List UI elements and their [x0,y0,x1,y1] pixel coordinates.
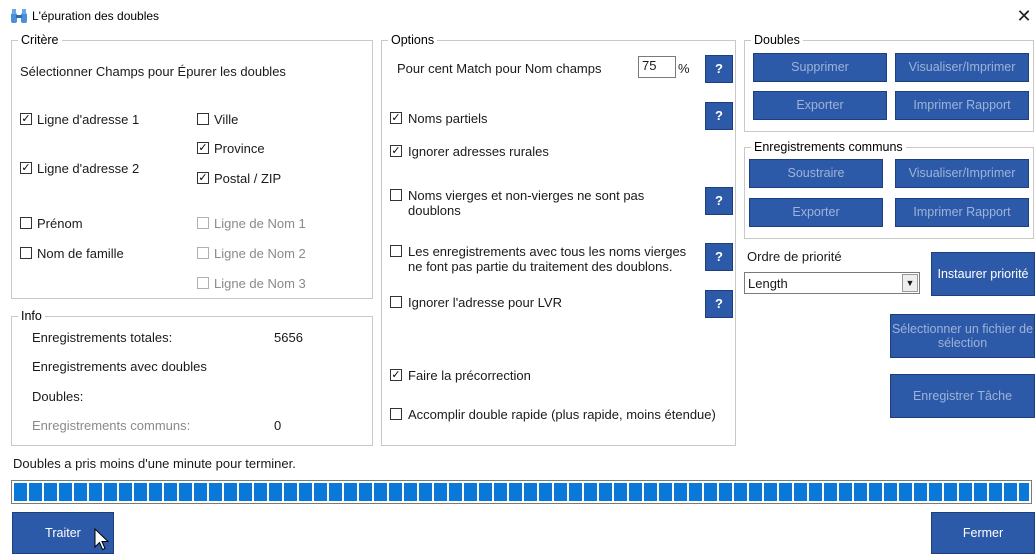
match-percent-label: Pour cent Match pour Nom champs [397,61,602,76]
checkbox-prenom[interactable] [20,217,32,229]
label-ligne-adresse-2: Ligne d'adresse 2 [37,161,140,176]
label-ligne-adresse-1: Ligne d'adresse 1 [37,112,140,127]
label-ligne-nom-3: Ligne de Nom 3 [214,276,306,291]
label-nom-famille: Nom de famille [37,246,124,261]
label-ligne-nom-2: Ligne de Nom 2 [214,246,306,261]
info-total-value: 5656 [274,330,303,345]
checkbox-ligne-nom-1 [197,217,209,229]
help-button-partial-names[interactable]: ? [705,102,733,130]
checkbox-ligne-nom-2 [197,247,209,259]
checkbox-nom-famille[interactable] [20,247,32,259]
critere-legend: Critère [21,33,59,47]
enregistrer-tache-button[interactable]: Enregistrer Tâche [890,374,1035,418]
info-doubles-label: Doubles: [32,389,84,404]
label-province: Province [214,141,265,156]
priorite-select[interactable] [744,272,920,294]
priorite-label: Ordre de priorité [747,249,842,264]
info-total-label: Enregistrements totales: [32,330,173,345]
mouse-pointer-icon [94,528,110,552]
title-bar [0,0,1036,32]
checkbox-province[interactable]: ✓ [198,142,208,154]
status-message: Doubles a pris moins d'une minute pour terminer. [13,456,296,471]
checkbox-double-rapide[interactable] [390,408,402,420]
options-legend: Options [391,33,435,47]
checkbox-noms-partiels[interactable]: ✓ [391,112,401,124]
doubles-legend: Doubles [754,33,800,47]
selectionner-fichier-button[interactable]: Sélectionner un fichier de sélection [890,314,1035,358]
checkbox-noms-vierges[interactable] [390,189,402,201]
communs-visualiser-button[interactable]: Visualiser/Imprimer [895,159,1029,188]
options-group [381,33,736,446]
help-button-all-blank[interactable]: ? [705,243,733,271]
label-postal-zip: Postal / ZIP [214,171,282,186]
doubles-visualiser-button[interactable]: Visualiser/Imprimer [895,53,1029,82]
binoculars-icon [10,8,28,24]
communs-exporter-button[interactable]: Exporter [749,198,883,227]
priorite-selected-value: Length [748,276,788,291]
label-ignorer-lvr: Ignorer l'adresse pour LVR [408,295,562,310]
checkbox-ligne-nom-3 [197,277,209,289]
info-with-doubles-label: Enregistrements avec doubles [32,359,207,374]
label-precorrection: Faire la précorrection [408,368,531,383]
checkbox-ville[interactable] [197,113,209,125]
checkbox-ignorer-rurales[interactable]: ✓ [391,145,401,157]
checkbox-ligne-adresse-2[interactable]: ✓ [21,162,31,174]
label-tous-noms-vierges: Les enregistrements avec tous les noms vierges ne font pas partie du traitement des doublons. [408,244,687,274]
window-title: L'épuration des doubles [32,9,160,23]
label-ville: Ville [214,112,239,127]
checkbox-precorrection[interactable]: ✓ [391,369,401,381]
label-prenom: Prénom [37,216,83,231]
checkbox-ignorer-lvr[interactable] [390,296,402,308]
traiter-button[interactable]: Traiter [12,512,114,554]
info-common-value: 0 [274,418,282,433]
checkbox-tous-noms-vierges[interactable] [390,245,402,257]
progress-bar [11,480,1032,504]
instaurer-priorite-button[interactable]: Instaurer priorité [931,252,1035,296]
label-double-rapide: Accomplir double rapide (plus rapide, moins étendue) [408,407,716,422]
communs-imprimer-rapport-button[interactable]: Imprimer Rapport [895,198,1029,227]
doubles-exporter-button[interactable]: Exporter [753,91,887,120]
fermer-button[interactable]: Fermer [931,512,1035,554]
communs-legend: Enregistrements communs [754,140,903,154]
help-button-lvr[interactable]: ? [705,290,733,318]
soustraire-button[interactable]: Soustraire [749,159,883,188]
checkbox-postal-zip[interactable]: ✓ [198,172,208,184]
info-legend: Info [21,309,42,323]
progress-bar-fill [14,483,1029,501]
close-icon[interactable]: ✕ [1016,6,1032,26]
critere-instruction: Sélectionner Champs pour Épurer les doubles [20,64,286,79]
checkbox-ligne-adresse-1[interactable]: ✓ [21,113,31,125]
supprimer-button[interactable]: Supprimer [753,53,887,82]
label-ligne-nom-1: Ligne de Nom 1 [214,216,306,231]
doubles-imprimer-rapport-button[interactable]: Imprimer Rapport [895,91,1029,120]
match-percent-input[interactable]: 75 [638,56,676,78]
help-button-match[interactable]: ? [705,55,733,83]
label-ignorer-rurales: Ignorer adresses rurales [408,144,549,159]
chevron-down-icon[interactable]: ▼ [902,274,918,292]
label-noms-partiels: Noms partiels [408,111,488,126]
label-noms-vierges: Noms vierges et non-vierges ne sont pas doublons [408,188,645,218]
match-percent-unit: % [678,61,690,76]
help-button-blank-names[interactable]: ? [705,187,733,215]
info-common-label: Enregistrements communs: [32,418,191,433]
